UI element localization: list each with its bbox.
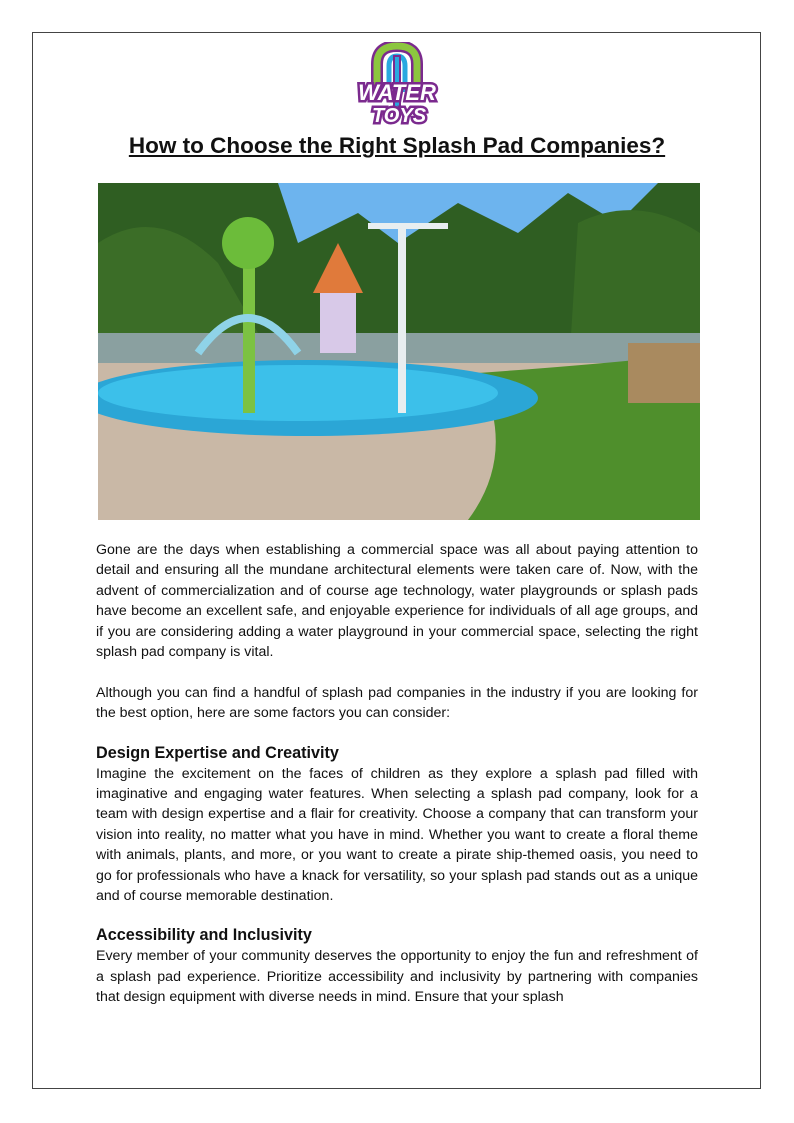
- svg-text:TOYS: TOYS: [371, 105, 427, 126]
- intro-paragraph: Although you can find a handful of splash pad companies in the industry if you are looking for the best option, here are some factors you can consider:: [96, 684, 698, 722]
- water-toys-logo: [347, 42, 447, 126]
- svg-text:WATER: WATER: [358, 80, 436, 105]
- section-heading: Design Expertise and Creativity: [96, 743, 339, 762]
- section-heading: Accessibility and Inclusivity: [96, 926, 312, 945]
- intro-paragraph: Gone are the days when establishing a commercial space was all about paying attention to detail and ensuring all the mundane architectural elements were taken care of. Now, with the advent of commercialization and of course age technology, water playgrounds or splash pads have become an excellent safe, and enjoyable experience for individuals of all age groups, and if you are considering adding a water playground in your commercial space, selecting the right splash pad company is vital.: [96, 542, 698, 661]
- page-title: How to Choose the Right Splash Pad Companies?: [128, 133, 666, 158]
- article-body: [96, 540, 698, 1028]
- section-paragraph: Every member of your community deserves the opportunity to enjoy the fun and refreshment of a splash pad experience. Prioritize accessibility and inclusivity by partnering with companies that design equipment with diverse needs in mind. Ensure that your splash: [96, 948, 698, 1006]
- splash-pad-photo: [98, 183, 700, 520]
- section-paragraph: Imagine the excitement on the faces of children as they explore a splash pad filled with imaginative and engaging water features. When selecting a splash pad company, look for a team with design expertise and a flair for creativity. Choose a company that can transform your vision into reality, no matter what you have in mind. Whether you want to create a floral theme with animals, plants, and more, or you want to create a pirate ship-themed oasis, you need to go for professionals who have a knack for versatility, so your splash pad stands out as a unique and of course memorable destination.: [96, 765, 698, 905]
